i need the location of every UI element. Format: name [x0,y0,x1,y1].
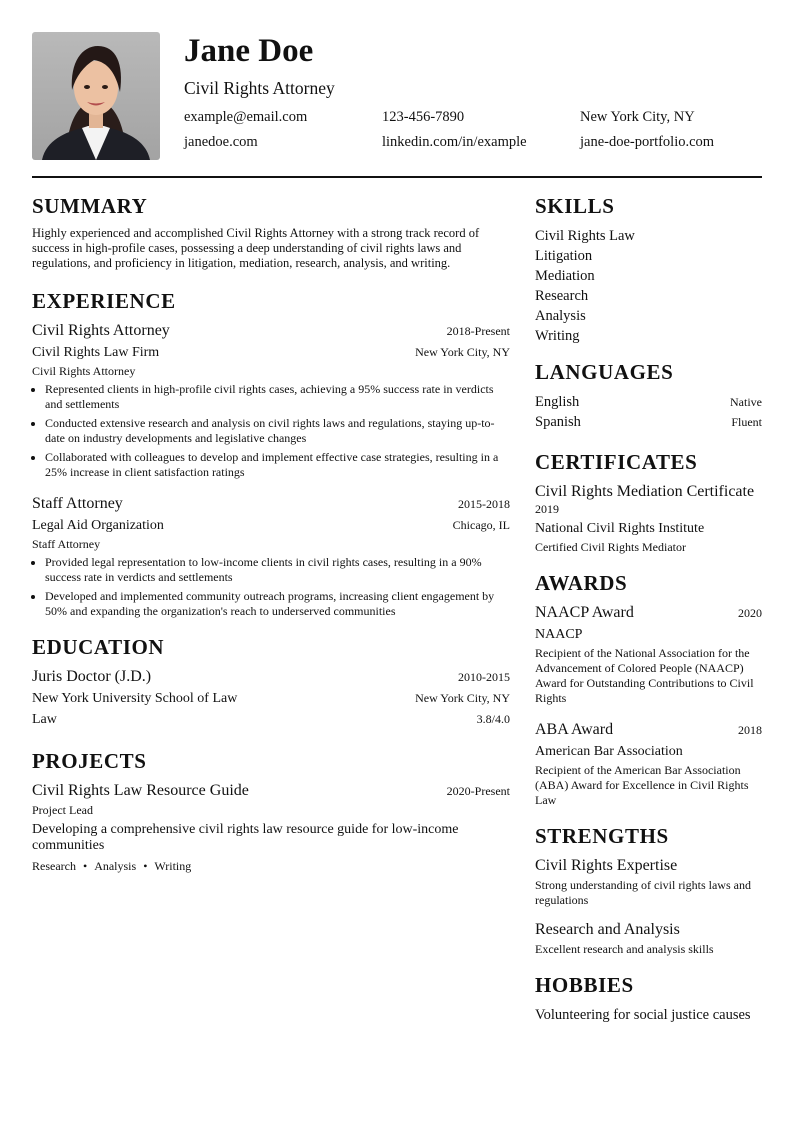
award-entry [535,603,762,706]
tag: Writing [154,859,192,873]
tag-separator: • [82,859,88,873]
project-description: Developing a comprehensive civil rights law resource guide for low-income communities [32,822,459,853]
gpa: 3.8/4.0 [476,712,510,726]
experience-entry [32,494,510,619]
summary-section [32,194,510,271]
section-heading: HOBBIES [535,973,634,997]
contact-email[interactable]: example@email.com [184,109,308,125]
language-level: Fluent [731,415,762,429]
award-description: Recipient of the National Association for the Advancement of Colored People (NAACP) Award for Outstanding Contributions to Civil Rights [535,646,754,705]
projects-section [32,749,510,874]
school-location: New York City, NY [415,691,510,705]
certificates-section [535,450,762,555]
award-description: Recipient of the American Bar Association (ABA) Award for Excellence in Civil Rights Law [535,763,749,807]
list-item: • Developed and implemented community outreach programs, increasing client engagement by 50% and expanding the organization's reach to underserved communities [45,589,510,619]
award-year: 2018 [738,723,762,737]
section-heading: STRENGTHS [535,824,669,848]
award-org: American Bar Association [535,744,683,759]
contact-phone[interactable]: 123-456-7890 [382,109,465,125]
field-of-study: Law [32,712,57,727]
job-title: Civil Rights Attorney [32,322,170,339]
resume-body [32,178,762,1025]
list-item: • Collaborated with colleagues to develop and implement effective case strategies, resulting in a 25% increase in client satisfaction ratings [45,450,510,480]
profile-photo [32,32,160,160]
experience-section [32,289,510,619]
list-item: • Conducted extensive research and analysis on civil rights laws and regulations, staying up-to-date on industry developments and legislative changes [45,416,510,446]
section-heading: LANGUAGES [535,360,674,384]
list-item: • Provided legal representation to low-income clients in civil rights cases, resulting in a 90% success rate in verdicts and settlements [45,555,510,585]
skill-item: Litigation [535,248,593,264]
language-name: Spanish [535,414,581,430]
project-tags [32,859,510,874]
contact-website[interactable]: janedoe.com [184,134,258,150]
tag: Analysis [94,859,137,873]
tag-separator: • [143,859,148,873]
job-location: Chicago, IL [452,518,510,532]
job-bullets [32,382,510,480]
strength-entry [535,856,762,908]
contact-location: New York City, NY [580,109,695,125]
project-role: Project Lead [32,803,93,817]
right-column [535,178,762,1025]
award-year: 2020 [738,606,762,620]
education-dates: 2010-2015 [458,670,510,684]
strength-description: Excellent research and analysis skills [535,942,714,956]
contact-grid [184,108,762,152]
contact-portfolio[interactable]: jane-doe-portfolio.com [580,134,715,150]
strength-description: Strong understanding of civil rights laws and regulations [535,878,751,907]
project-dates: 2020-Present [446,784,510,798]
certificate-name: Civil Rights Mediation Certificate [535,483,755,500]
job-location: New York City, NY [415,345,510,359]
resume-header [32,32,762,160]
hobby-item: Volunteering for social justice causes [535,1007,751,1023]
list-item: • Represented clients in high-profile civil rights cases, achieving a 95% success rate in verdicts and settlements [45,382,510,412]
skill-item: Civil Rights Law [535,228,635,244]
skills-section [535,194,762,346]
award-name: ABA Award [535,721,614,738]
language-level: Native [730,395,762,409]
left-column [32,178,510,1025]
job-dates: 2018-Present [446,324,510,338]
language-name: English [535,394,580,410]
section-heading: EXPERIENCE [32,289,176,313]
tag: Research [32,859,76,873]
summary-text: Highly experienced and accomplished Civil Rights Attorney with a strong track record of success in high-profile cases, possessing a deep understanding of civil rights laws and regulations, and proficiency in litigation, mediation, research, analysis, and writing. [32,226,480,270]
header-info [184,32,762,152]
job-role: Civil Rights Attorney [32,364,136,378]
awards-section [535,571,762,808]
strengths-section [535,824,762,957]
job-dates: 2015-2018 [458,497,510,511]
award-name: NAACP Award [535,604,634,621]
company-name: Civil Rights Law Firm [32,345,160,360]
award-entry [535,720,762,808]
project-name: Civil Rights Law Resource Guide [32,782,249,799]
job-bullets [32,555,510,619]
skill-item: Mediation [535,268,595,284]
strength-name: Research and Analysis [535,921,680,938]
education-section [32,635,510,729]
school-name: New York University School of Law [32,691,238,706]
experience-entry [32,321,510,480]
strength-entry [535,920,762,957]
skill-item: Writing [535,328,580,344]
skill-item: Analysis [535,308,586,324]
certificate-description: Certified Civil Rights Mediator [535,540,686,554]
section-heading: AWARDS [535,571,628,595]
candidate-title: Civil Rights Attorney [184,78,335,98]
job-role: Staff Attorney [32,537,101,551]
section-heading: PROJECTS [32,749,147,773]
company-name: Legal Aid Organization [32,518,164,533]
section-heading: SUMMARY [32,194,148,218]
section-heading: SKILLS [535,194,615,218]
degree-name: Juris Doctor (J.D.) [32,668,152,685]
award-org: NAACP [535,627,583,642]
job-title: Staff Attorney [32,495,123,512]
certificate-year: 2019 [535,502,559,516]
hobbies-section [535,973,762,1025]
section-heading: EDUCATION [32,635,165,659]
languages-section [535,360,762,432]
strength-name: Civil Rights Expertise [535,857,678,874]
skill-item: Research [535,288,589,304]
section-heading: CERTIFICATES [535,450,698,474]
certificate-issuer: National Civil Rights Institute [535,521,705,536]
contact-linkedin[interactable]: linkedin.com/in/example [382,134,527,150]
candidate-name: Jane Doe [184,33,314,69]
